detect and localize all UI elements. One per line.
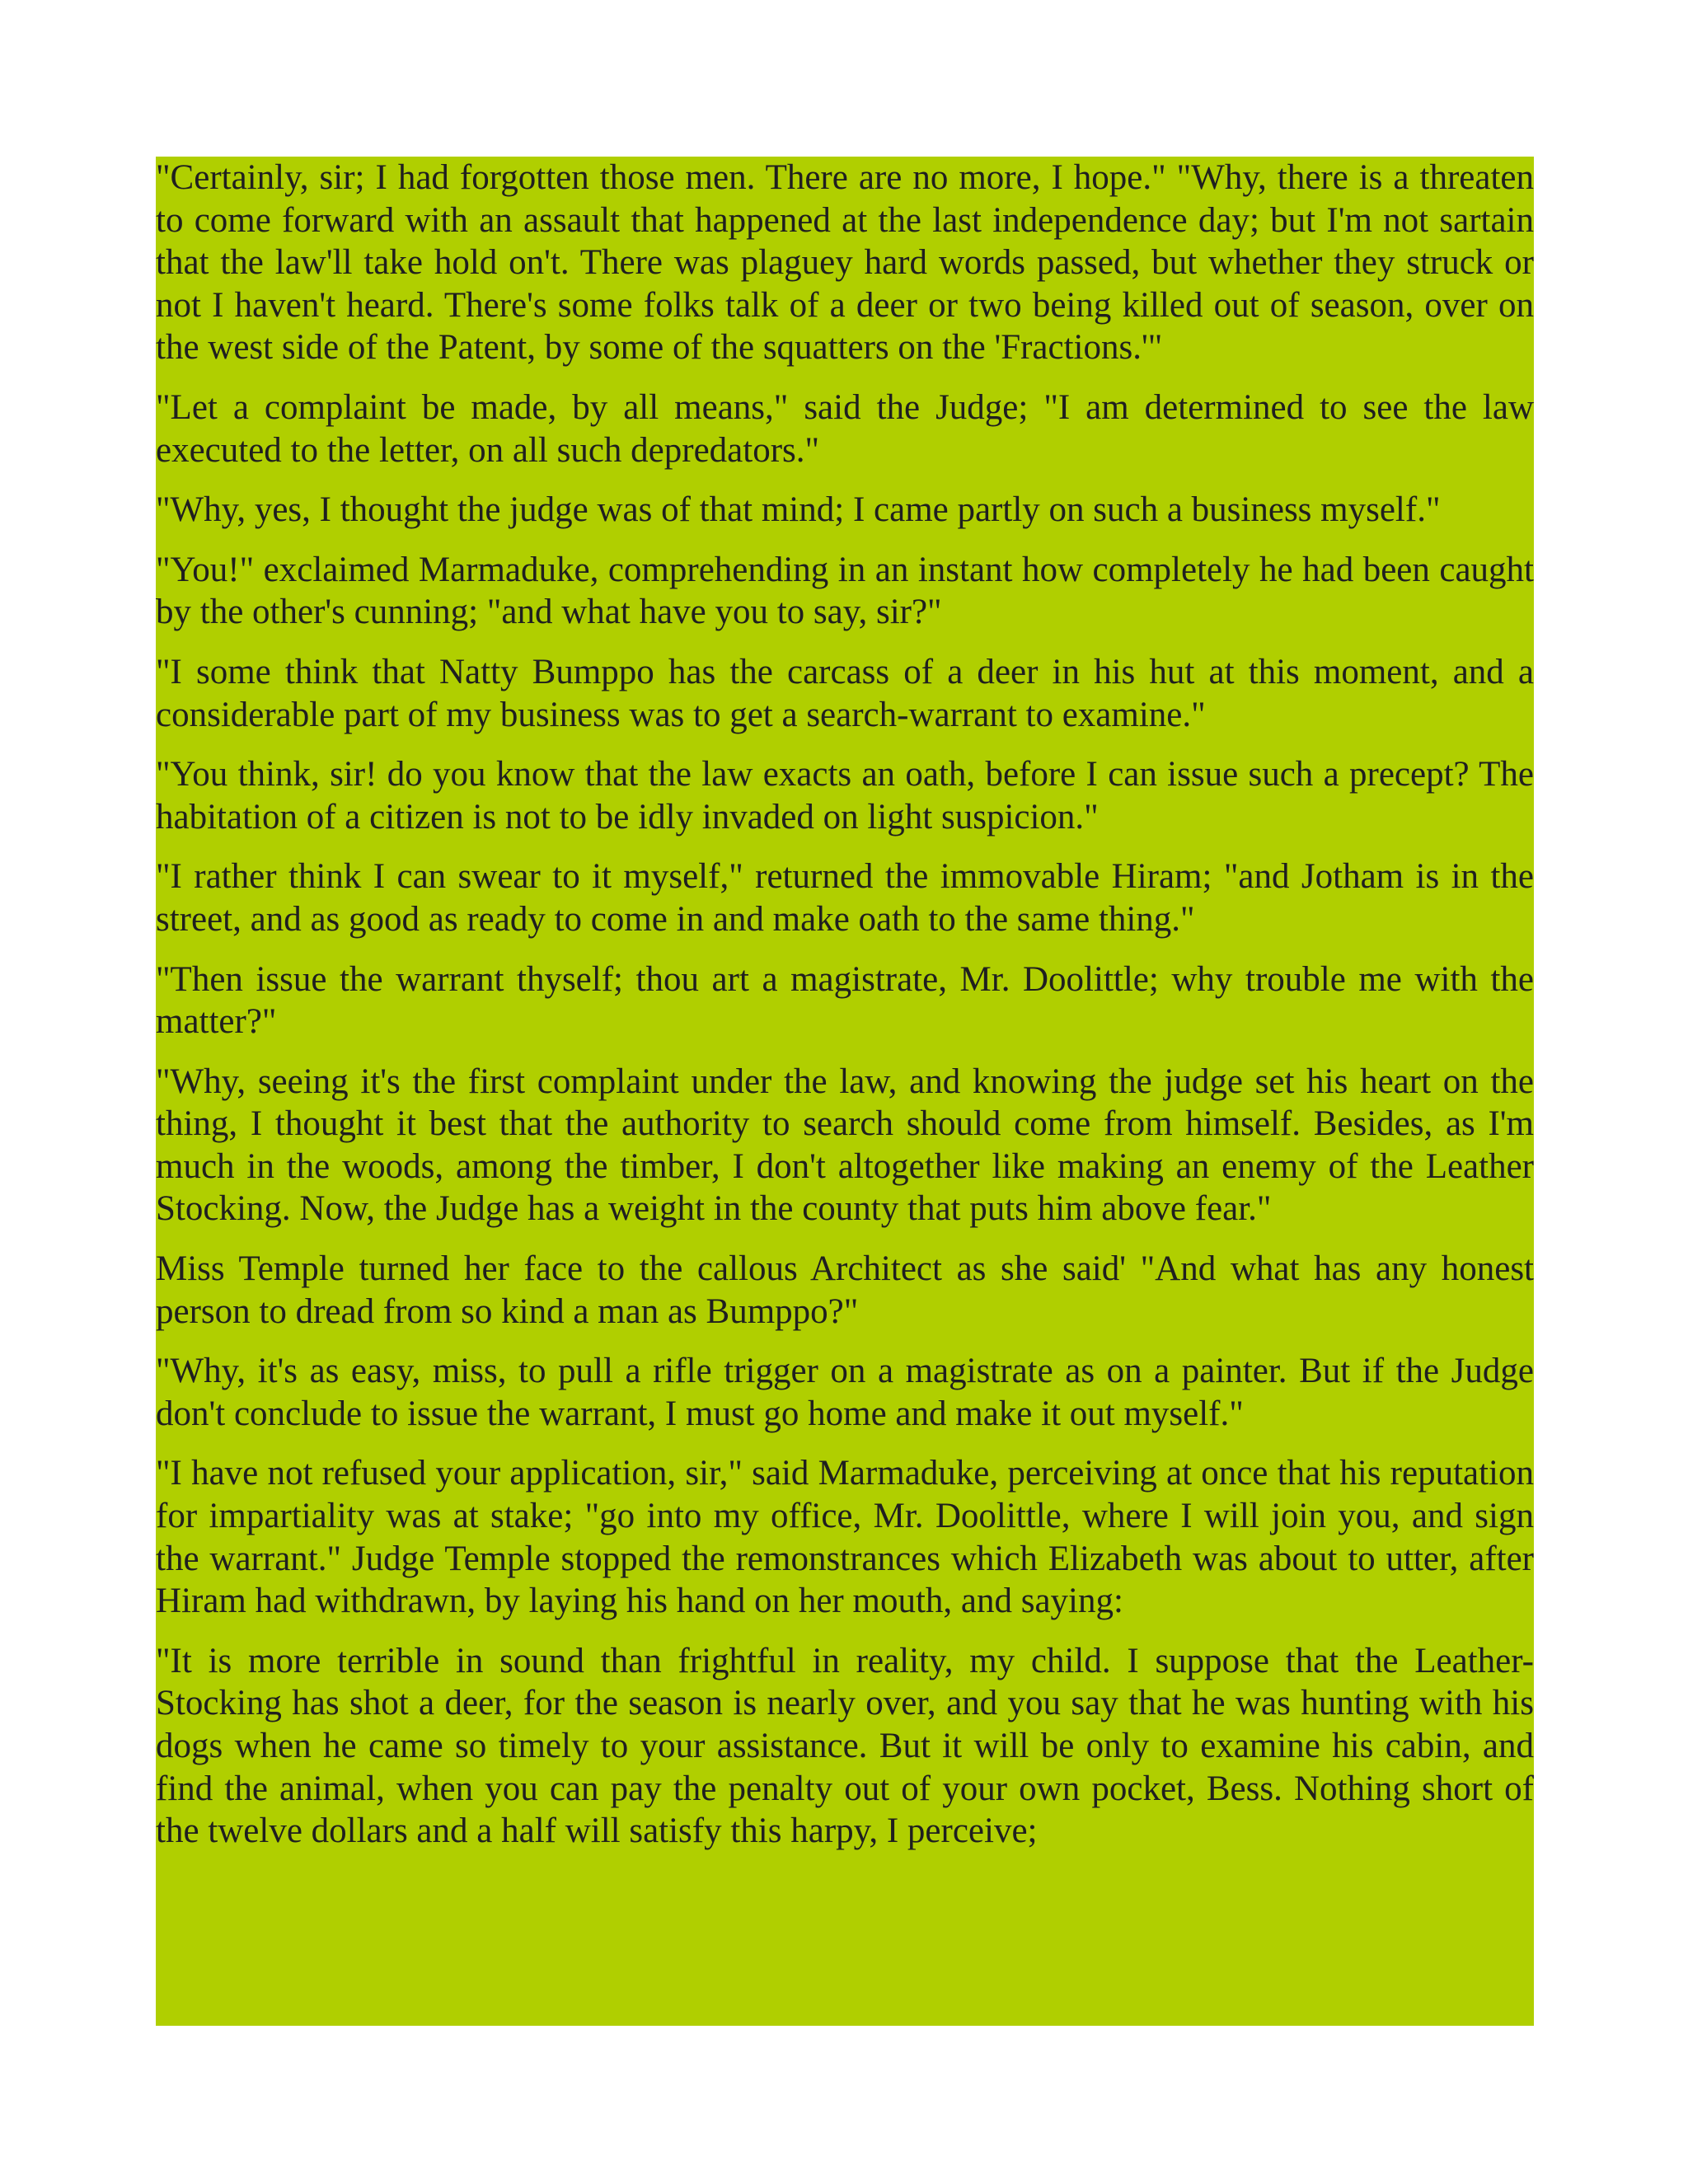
paragraph-9: "Why, seeing it's the first complaint under the law, and knowing the judge set his heart on the thing, I thought it best that the authority to search should come from himself. Besides, as I'm much in the woods, among the timber, I don't altogether like making an enemy of the Leather Stocking. Now, the Judge has a weight in the county that puts him above fear.": [156, 1062, 1534, 1229]
paragraph-4: "You!" exclaimed Marmaduke, comprehending in an instant how completely he had been caught by the other's cunning; "and what have you to say, sir?": [156, 550, 1534, 632]
paragraph-1: "Certainly, sir; I had forgotten those men. There are no more, I hope." "Why, there is a threaten to come forward with an assault that happened at the last independence day; but I'm not sartain that the law'll take hold on't. There was plaguey hard words passed, but whether they struck or not I haven't heard. There's some folks talk of a deer or two being killed out of season, over on the west side of the Patent, by some of the squatters on the 'Fractions.'": [156, 158, 1534, 368]
paragraph-3: "Why, yes, I thought the judge was of that mind; I came partly on such a business myself.": [156, 490, 1441, 530]
paragraph-11: "Why, it's as easy, miss, to pull a rifle trigger on a magistrate as on a painter. But if the Judge don't conclude to issue the warrant, I must go home and make it out myself.": [156, 1352, 1534, 1433]
paragraph-5: "I some think that Natty Bumppo has the carcass of a deer in his hut at this moment, and a considerable part of my business was to get a search-warrant to examine.": [156, 652, 1534, 734]
text-block: [156, 157, 1534, 2026]
paragraph-7: "I rather think I can swear to it myself," returned the immovable Hiram; "and Jotham is in the street, and as good as ready to come in and make oath to the same thing.": [156, 857, 1534, 939]
paragraph-2: "Let a complaint be made, by all means," said the Judge; "I am determined to see the law executed to the letter, on all such depredators.": [156, 387, 1534, 470]
paragraph-12: "I have not refused your application, sir," said Marmaduke, perceiving at once that his reputation for impartiality was at stake; "go into my office, Mr. Doolittle, where I will join you, and sign the warrant." Judge Temple stopped the remonstrances which Elizabeth was about to utter, after Hiram had withdrawn, by laying his hand on her mouth, and saying:: [156, 1454, 1534, 1621]
paragraph-8: "Then issue the warrant thyself; thou art a magistrate, Mr. Doolittle; why trouble me with the matter?": [156, 959, 1534, 1042]
paragraph-6: "You think, sir! do you know that the law exacts an oath, before I can issue such a precept? The habitation of a citizen is not to be idly invaded on light suspicion.": [156, 755, 1534, 837]
paragraph-10: Miss Temple turned her face to the callous Architect as she said' "And what has any honest person to dread from so kind a man as Bumppo?": [156, 1249, 1534, 1331]
paragraph-13: "It is more terrible in sound than frightful in reality, my child. I suppose that the Leather-Stocking has shot a deer, for the season is nearly over, and you say that he was hunting with his dogs when he came so timely to your assistance. But it will be only to examine his cabin, and find the animal, when you can pay the penalty out of your own pocket, Bess. Nothing short of the twelve dollars and a half will satisfy this harpy, I perceive;: [156, 1641, 1534, 1851]
